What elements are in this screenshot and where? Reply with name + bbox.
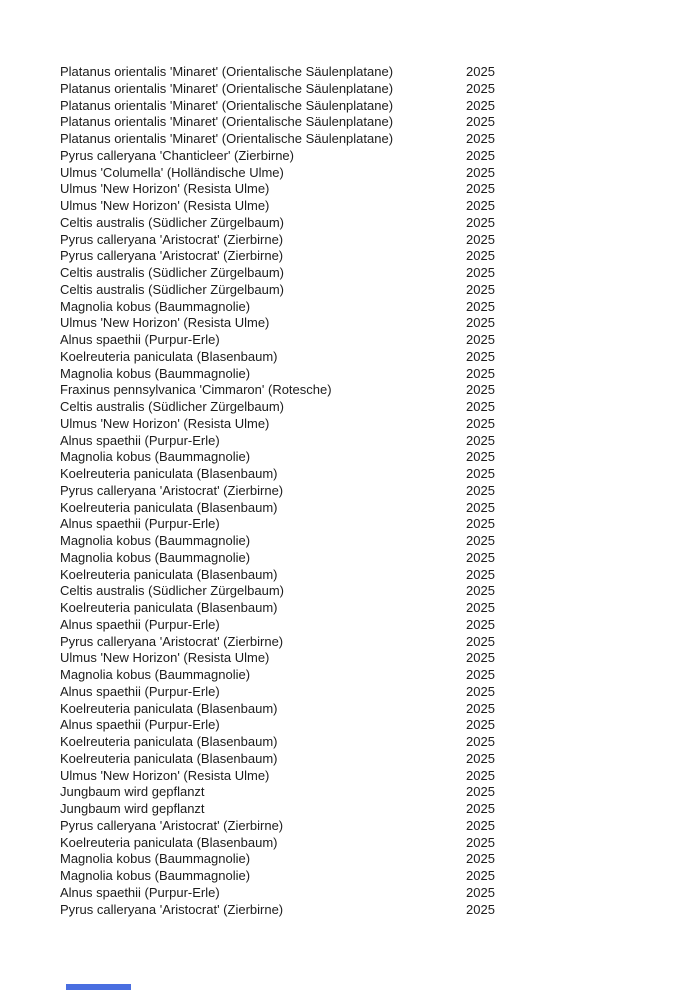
table-row bbox=[60, 98, 660, 115]
year-cell: 2025 bbox=[466, 784, 495, 800]
table-row bbox=[60, 801, 660, 818]
table-row bbox=[60, 483, 660, 500]
year-cell: 2025 bbox=[466, 750, 495, 766]
species-cell: Pyrus calleryana 'Aristocrat' (Zierbirne) bbox=[60, 633, 284, 649]
table-row bbox=[60, 282, 660, 299]
table-row bbox=[60, 165, 660, 182]
year-cell: 2025 bbox=[466, 131, 495, 146]
species-cell: Ulmus 'New Horizon' (Resista Ulme) bbox=[60, 198, 270, 213]
table-row bbox=[60, 567, 660, 584]
year-cell: 2025 bbox=[466, 482, 495, 498]
species-cell: Magnolia kobus (Baummagnolie) bbox=[60, 851, 251, 867]
species-cell: Koelreuteria paniculata (Blasenbaum) bbox=[60, 600, 278, 615]
table-row bbox=[60, 382, 660, 399]
species-cell: Celtis australis (Südlicher Zürgelbaum) bbox=[60, 399, 284, 414]
species-cell: Pyrus calleryana 'Chanticleer' (Zierbirne) bbox=[60, 147, 294, 163]
year-cell: 2025 bbox=[466, 265, 495, 280]
table-row bbox=[60, 198, 660, 215]
table-row bbox=[60, 650, 660, 667]
species-cell: Alnus spaethii (Purpur-Erle) bbox=[60, 683, 220, 699]
table-row bbox=[60, 516, 660, 533]
table-row bbox=[60, 299, 660, 316]
year-cell: 2025 bbox=[466, 348, 495, 364]
species-cell: Jungbaum wird gepflanzt bbox=[60, 784, 205, 800]
year-cell: 2025 bbox=[466, 868, 495, 883]
table-row bbox=[60, 684, 660, 701]
tree-list bbox=[60, 64, 660, 918]
table-row bbox=[60, 784, 660, 801]
species-cell: Celtis australis (Südlicher Zürgelbaum) bbox=[60, 281, 284, 297]
year-cell: 2025 bbox=[466, 432, 495, 448]
species-cell: Ulmus 'Columella' (Holländische Ulme) bbox=[60, 164, 284, 180]
species-cell: Celtis australis (Südlicher Zürgelbaum) bbox=[60, 214, 284, 230]
year-cell: 2025 bbox=[466, 901, 495, 917]
table-row bbox=[60, 332, 660, 349]
species-cell: Alnus spaethii (Purpur-Erle) bbox=[60, 332, 220, 347]
species-cell: Koelreuteria paniculata (Blasenbaum) bbox=[60, 734, 278, 749]
year-cell: 2025 bbox=[466, 382, 495, 398]
species-cell: Koelreuteria paniculata (Blasenbaum) bbox=[60, 700, 278, 716]
species-cell: Pyrus calleryana 'Aristocrat' (Zierbirne) bbox=[60, 482, 284, 498]
species-cell: Pyrus calleryana 'Aristocrat' (Zierbirne) bbox=[60, 248, 284, 264]
species-cell: Celtis australis (Südlicher Zürgelbaum) bbox=[60, 265, 284, 280]
table-row bbox=[60, 600, 660, 617]
species-cell: Platanus orientalis 'Minaret' (Orientalische Säulenplatane) bbox=[60, 114, 394, 130]
table-row bbox=[60, 617, 660, 634]
year-cell: 2025 bbox=[466, 147, 495, 163]
year-cell: 2025 bbox=[466, 717, 495, 733]
table-row bbox=[60, 349, 660, 366]
year-cell: 2025 bbox=[466, 298, 495, 314]
year-cell: 2025 bbox=[466, 583, 495, 599]
species-cell: Koelreuteria paniculata (Blasenbaum) bbox=[60, 566, 278, 582]
species-cell: Ulmus 'New Horizon' (Resista Ulme) bbox=[60, 650, 270, 666]
table-row bbox=[60, 701, 660, 718]
table-row bbox=[60, 81, 660, 98]
table-row bbox=[60, 667, 660, 684]
year-cell: 2025 bbox=[466, 64, 495, 79]
species-cell: Pyrus calleryana 'Aristocrat' (Zierbirne) bbox=[60, 231, 284, 247]
year-cell: 2025 bbox=[466, 214, 495, 230]
year-cell: 2025 bbox=[466, 650, 495, 666]
year-cell: 2025 bbox=[466, 801, 495, 816]
year-cell: 2025 bbox=[466, 516, 495, 532]
year-cell: 2025 bbox=[466, 248, 495, 264]
table-row bbox=[60, 433, 660, 450]
species-cell: Koelreuteria paniculata (Blasenbaum) bbox=[60, 499, 278, 515]
year-cell: 2025 bbox=[466, 315, 495, 331]
year-cell: 2025 bbox=[466, 499, 495, 515]
year-cell: 2025 bbox=[466, 365, 495, 381]
year-cell: 2025 bbox=[466, 667, 495, 682]
year-cell: 2025 bbox=[466, 332, 495, 347]
species-cell: Platanus orientalis 'Minaret' (Orientalische Säulenplatane) bbox=[60, 131, 394, 146]
year-cell: 2025 bbox=[466, 633, 495, 649]
year-cell: 2025 bbox=[466, 817, 495, 833]
table-row bbox=[60, 734, 660, 751]
table-row bbox=[60, 399, 660, 416]
year-cell: 2025 bbox=[466, 466, 495, 481]
table-row bbox=[60, 868, 660, 885]
species-cell: Platanus orientalis 'Minaret' (Orientalische Säulenplatane) bbox=[60, 80, 394, 96]
species-cell: Platanus orientalis 'Minaret' (Orientalische Säulenplatane) bbox=[60, 64, 394, 79]
species-cell: Pyrus calleryana 'Aristocrat' (Zierbirne) bbox=[60, 901, 284, 917]
year-cell: 2025 bbox=[466, 549, 495, 565]
species-cell: Celtis australis (Südlicher Zürgelbaum) bbox=[60, 583, 284, 599]
species-cell: Ulmus 'New Horizon' (Resista Ulme) bbox=[60, 767, 270, 783]
species-cell: Ulmus 'New Horizon' (Resista Ulme) bbox=[60, 415, 270, 431]
year-cell: 2025 bbox=[466, 616, 495, 632]
year-cell: 2025 bbox=[466, 683, 495, 699]
species-cell: Alnus spaethii (Purpur-Erle) bbox=[60, 616, 220, 632]
year-cell: 2025 bbox=[466, 198, 495, 213]
species-cell: Fraxinus pennsylvanica 'Cimmaron' (Rotesche) bbox=[60, 382, 332, 398]
species-cell: Magnolia kobus (Baummagnolie) bbox=[60, 667, 251, 682]
species-cell: Magnolia kobus (Baummagnolie) bbox=[60, 365, 251, 381]
table-row bbox=[60, 851, 660, 868]
species-cell: Alnus spaethii (Purpur-Erle) bbox=[60, 717, 220, 733]
species-cell: Ulmus 'New Horizon' (Resista Ulme) bbox=[60, 181, 270, 197]
table-row bbox=[60, 148, 660, 165]
table-row bbox=[60, 818, 660, 835]
species-cell: Jungbaum wird gepflanzt bbox=[60, 801, 205, 816]
table-row bbox=[60, 533, 660, 550]
table-row bbox=[60, 181, 660, 198]
species-cell: Magnolia kobus (Baummagnolie) bbox=[60, 449, 251, 465]
year-cell: 2025 bbox=[466, 449, 495, 465]
species-cell: Koelreuteria paniculata (Blasenbaum) bbox=[60, 750, 278, 766]
table-row bbox=[60, 114, 660, 131]
table-row bbox=[60, 885, 660, 902]
table-row bbox=[60, 265, 660, 282]
species-cell: Alnus spaethii (Purpur-Erle) bbox=[60, 516, 220, 532]
table-row bbox=[60, 835, 660, 852]
species-cell: Alnus spaethii (Purpur-Erle) bbox=[60, 432, 220, 448]
table-row bbox=[60, 131, 660, 148]
year-cell: 2025 bbox=[466, 164, 495, 180]
table-row bbox=[60, 215, 660, 232]
year-cell: 2025 bbox=[466, 181, 495, 197]
species-cell: Magnolia kobus (Baummagnolie) bbox=[60, 533, 251, 548]
species-cell: Platanus orientalis 'Minaret' (Orientalische Säulenplatane) bbox=[60, 97, 394, 113]
year-cell: 2025 bbox=[466, 884, 495, 900]
table-row bbox=[60, 768, 660, 785]
year-cell: 2025 bbox=[466, 231, 495, 247]
table-row bbox=[60, 449, 660, 466]
table-row bbox=[60, 902, 660, 919]
species-cell: Ulmus 'New Horizon' (Resista Ulme) bbox=[60, 315, 270, 331]
year-cell: 2025 bbox=[466, 767, 495, 783]
table-row bbox=[60, 634, 660, 651]
table-row bbox=[60, 232, 660, 249]
species-cell: Koelreuteria paniculata (Blasenbaum) bbox=[60, 834, 278, 850]
year-cell: 2025 bbox=[466, 415, 495, 431]
table-row bbox=[60, 315, 660, 332]
year-cell: 2025 bbox=[466, 533, 495, 548]
species-cell: Alnus spaethii (Purpur-Erle) bbox=[60, 884, 220, 900]
species-cell: Magnolia kobus (Baummagnolie) bbox=[60, 868, 251, 883]
year-cell: 2025 bbox=[466, 566, 495, 582]
year-cell: 2025 bbox=[466, 399, 495, 414]
species-cell: Koelreuteria paniculata (Blasenbaum) bbox=[60, 466, 278, 481]
table-row bbox=[60, 366, 660, 383]
year-cell: 2025 bbox=[466, 734, 495, 749]
species-cell: Magnolia kobus (Baummagnolie) bbox=[60, 298, 251, 314]
year-cell: 2025 bbox=[466, 281, 495, 297]
table-row bbox=[60, 248, 660, 265]
table-row bbox=[60, 751, 660, 768]
table-row bbox=[60, 500, 660, 517]
table-row bbox=[60, 416, 660, 433]
table-row bbox=[60, 717, 660, 734]
table-row bbox=[60, 466, 660, 483]
species-cell: Pyrus calleryana 'Aristocrat' (Zierbirne) bbox=[60, 817, 284, 833]
footer-accent-bar bbox=[66, 984, 131, 990]
year-cell: 2025 bbox=[466, 834, 495, 850]
table-row bbox=[60, 583, 660, 600]
species-cell: Magnolia kobus (Baummagnolie) bbox=[60, 549, 251, 565]
year-cell: 2025 bbox=[466, 97, 495, 113]
year-cell: 2025 bbox=[466, 851, 495, 867]
table-row bbox=[60, 64, 660, 81]
year-cell: 2025 bbox=[466, 114, 495, 130]
table-row bbox=[60, 550, 660, 567]
species-cell: Koelreuteria paniculata (Blasenbaum) bbox=[60, 348, 278, 364]
year-cell: 2025 bbox=[466, 600, 495, 615]
year-cell: 2025 bbox=[466, 700, 495, 716]
year-cell: 2025 bbox=[466, 80, 495, 96]
